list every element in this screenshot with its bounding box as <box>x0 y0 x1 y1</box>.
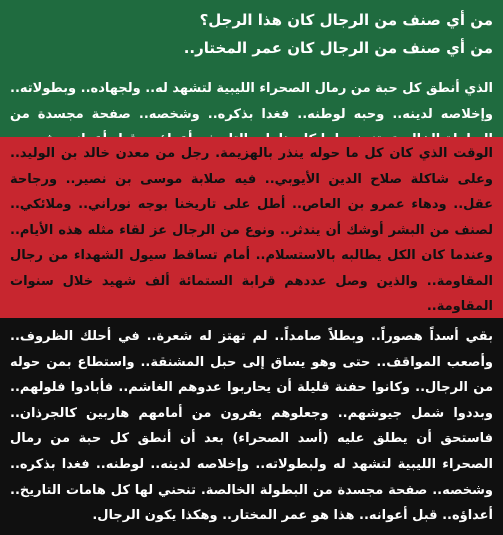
paragraph-black: بقي أسداً هصوراً.. وبطلاً صامداً.. لم تهتز له شعرة.. في أحلك الظروف.. وأصعب المواقف.. حتى وهو يساق إلى حبل المشنقة.. واستطاع بمن حوله من الرجال.. وكانوا حفنة قليلة أن يحاربوا عدوهم الغاشم.. فأبادوا فلولهم.. وبددوا شمل جيوشهم.. وجعلوهم يفرون من أمامهم هاربين كالجرذان.. فاستحق أن يطلق عليه (أسد الصحراء) بعد أن أنطق كل حبة من رمال الصحراء الليبية لتشهد له ولبطولاته.. وإخلاصه لدينه.. لوطنه.. فغدا بذكره.. وشخصه.. صفحة مجسدة من البطولة الخالصة. تنحني لها كل هامات التاريخ.. أعداؤه.. قبل أعوانه.. هذا هو عمر المختار.. وهكذا يكون الرجال. <box>10 329 493 524</box>
heading-question-2: من أي صنف من الرجال كان عمر المختار.. <box>183 39 493 57</box>
heading-question-1: من أي صنف من الرجال كان هذا الرجل؟ <box>199 11 493 29</box>
black-section <box>0 318 503 535</box>
paragraph-green: الذي أنطق كل حبة من رمال الصحراء الليبية لتشهد له.. ولجهاده.. وبطولاته.. وإخلاصه لدينه.. وحبه لوطنه.. فغدا بذكره.. وشخصه.. صفحة مجسدة من <box>10 81 493 122</box>
red-section <box>0 137 503 318</box>
paragraph-red: الوقت الذي كان كل ما حوله ينذر بالهزيمة. رجل من معدن خالد بن الوليد.. وعلى شاكلة صلاح الدين الأيوبي.. فيه صلابة موسى بن نصير.. ورجاحة عقل.. ودهاء عمرو بن العاص.. أطل على تاريخنا بوجه نوراني.. وملائكي.. لصنف من البشر أوشك أن يندثر.. ونوع من الرجال عز لقاء مثله هذه الأيام.. وعندما كان الكل يطالبه بالاستسلام.. أمام تساقط سيول الشهداء من رجال المقاومة.. والذين وصل عددهم قرابة الستمائة ألف شهيد خلال سنوات المقاومة.. <box>10 146 493 314</box>
green-section <box>0 0 503 137</box>
